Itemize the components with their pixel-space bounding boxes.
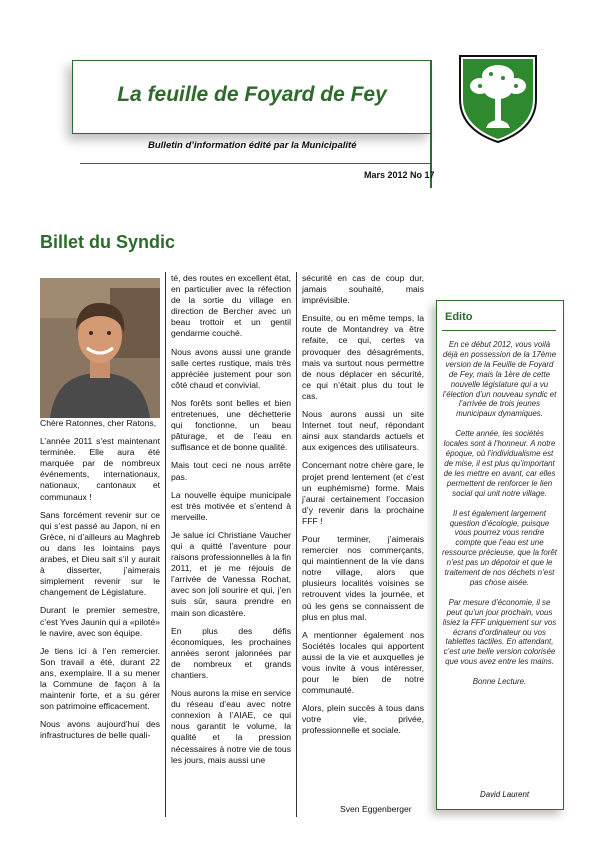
edito-body: [442, 340, 557, 697]
billet-column-3: [302, 273, 424, 744]
billet-paragraph: Pour terminer, j’aimerais remercier nos commerçants, qui maintiennent de la vie dans notre village, alors que plusieurs localités voisines se retrouvent vides la journée, et où les gens se connaissent de plus en plus mal.: [302, 533, 424, 622]
billet-paragraph: La nouvelle équipe municipale est très motivée et s’entend à merveille.: [171, 489, 291, 522]
newsletter-title: La feuille de Foyard de Fey: [117, 83, 387, 106]
coat-of-arms-icon: [458, 54, 538, 144]
billet-paragraph: Nous avons aujourd’hui des infrastructures de belle quali-: [40, 719, 160, 741]
header-horizontal-rule: [80, 163, 430, 164]
billet-paragraph: Je tiens ici à l’en remercier. Son travail a été, durant 22 ans, exemplaire. Il a su mener la Commune de façon à la maintenir forte, et a su gérer son patrimoine efficacement.: [40, 645, 160, 712]
billet-paragraph: Alors, plein succès à tous dans votre vie, privée, professionnelle et sociale.: [302, 703, 424, 736]
billet-paragraph: Nous aurons la mise en service du réseau d’eau avec notre connexion à l’AIAE, ce qui nous garantit le volume, la qualité et la pression nécessaires à notre vie de tous les jours, mais aussi une: [171, 688, 291, 765]
billet-paragraph: Nos forêts sont belles et bien entretenues, une déchetterie qui fonctionne, un beau pâturage, et de l’eau en suffisance et de bonne qualité.: [171, 397, 291, 453]
billet-paragraph: Durant le premier semestre, c’est Yves Jaunin qui a «piloté» le navire, avec son équipe.: [40, 605, 160, 638]
billet-signature: Sven Eggenberger: [340, 804, 412, 814]
billet-paragraph: A mentionner également nos Sociétés locales qui apportent aussi de la vie et auxquelles je vous invite à vous intéresser, pour le bien de notre communauté.: [302, 629, 424, 696]
edito-paragraph: Bonne Lecture.: [472, 677, 527, 687]
billet-paragraph: Sans forcément revenir sur ce qui s’est passé au Japon, ni en Grèce, ni d’ailleurs au Maghreb ou dans les lointains pays arabes, et Dieu sait s’il y aurait à disserter, j’aimerais simplement revenir sur le changement de Législature.: [40, 509, 160, 598]
billet-title: Billet du Syndic: [40, 232, 176, 252]
edito-paragraph: Cette année, les sociétés locales sont à l’honneur. A notre époque, où l’individualisme est de mise, il est plus qu’important de les mettre en avant, car elles permettent de renforcer le lien social qui unit notre village.: [443, 429, 556, 498]
billet-column-2: [171, 273, 291, 773]
edito-paragraph: Par mesure d’économie, il se peut qu’un jour prochain, vous lisiez la FFF uniquement sur vos écrans d’ordinateur ou vos tablettes tactiles. En attendant, c’est une belle version colorisée que vous avez entre les mains.: [442, 597, 557, 667]
edito-title: Edito: [445, 311, 473, 323]
billet-paragraph: Mais tout ceci ne nous arrête pas.: [171, 460, 291, 482]
billet-paragraph: En plus des défis économiques, les prochaines années seront jalonnées par de nombreux et grands chantiers.: [171, 625, 291, 680]
billet-paragraph: sécurité en cas de coup dur, jamais souhaité, mais imprévisible.: [302, 273, 424, 306]
issue-number: Mars 2012 No 17: [364, 170, 435, 180]
syndic-photo: [40, 278, 160, 418]
edito-divider: [442, 330, 556, 331]
billet-paragraph: L’année 2011 s’est maintenant terminée. Elle aura été marquée par de nombreux événements, internationaux, nationaux, cantonaux et communaux !: [40, 436, 160, 502]
billet-paragraph: Concernant notre chère gare, le projet prend lentement (et c’est un euphémisme) forme. Mais j’aurai certainement l’occasion d’y revenir dans la prochaine FFF !: [302, 460, 424, 526]
billet-paragraph: Chère Ratonnes, cher Ratons,: [40, 418, 157, 428]
billet-paragraph: té, des routes en excellent état, en particulier avec la réfection de la sortie du village en direction de Bercher avec un beau trottoir et un gentil gendarme couché.: [171, 273, 291, 339]
edito-paragraph: Il est également largement question d’écologie, puisque vous pourrez vous rendre compte que l’eau est une ressource précieuse, que la forêt n’est pas un dépotoir et que le traitement de nos déchets n’est pas chose aisée.: [442, 508, 557, 587]
billet-paragraph: Nous avons aussi une grande salle certes rustique, mais très appréciée justement pour son côté chaud et convivial.: [171, 346, 291, 390]
column-separator: [296, 272, 297, 817]
header-vertical-rule: [430, 60, 432, 188]
billet-paragraph: Je salue ici Christiane Vaucher qui a quitté l’aventure pour raisons professionnelles à la fin 2011, et je me réjouis de l’arrivée de Vanessa Rochat, avec son joli sourire et qui, j’en suis sûr, saura prendre en main son dicastère.: [171, 529, 291, 618]
newsletter-subtitle: Bulletin d’information édité par la Municipalité: [148, 140, 357, 151]
billet-column-1: [40, 418, 160, 748]
edito-paragraph: En ce début 2012, vous voilà déjà en possession de la 17ème version de la Feuille de Foyard de Fey, mais la 1ère de cette nouvelle législature qui a vu l’élection d’un nouveau syndic et l’arrivée de trois jeunes municipaux dynamiques.: [442, 340, 557, 419]
billet-paragraph: Ensuite, ou en même temps, la route de Montandrey va être refaite, ce qui, certes va provoquer des désagréments, mais va surtout nous permettre de nous déplacer en sécurité, ce qui n’était plus du tout le cas.: [302, 313, 424, 401]
title-box: [72, 60, 432, 134]
column-separator: [165, 272, 166, 817]
billet-paragraph: Nous aurons aussi un site Internet tout neuf, répondant ainsi aux standards actuels et aux exigences des utilisateurs.: [302, 409, 424, 453]
edito-signature: David Laurent: [480, 790, 530, 799]
